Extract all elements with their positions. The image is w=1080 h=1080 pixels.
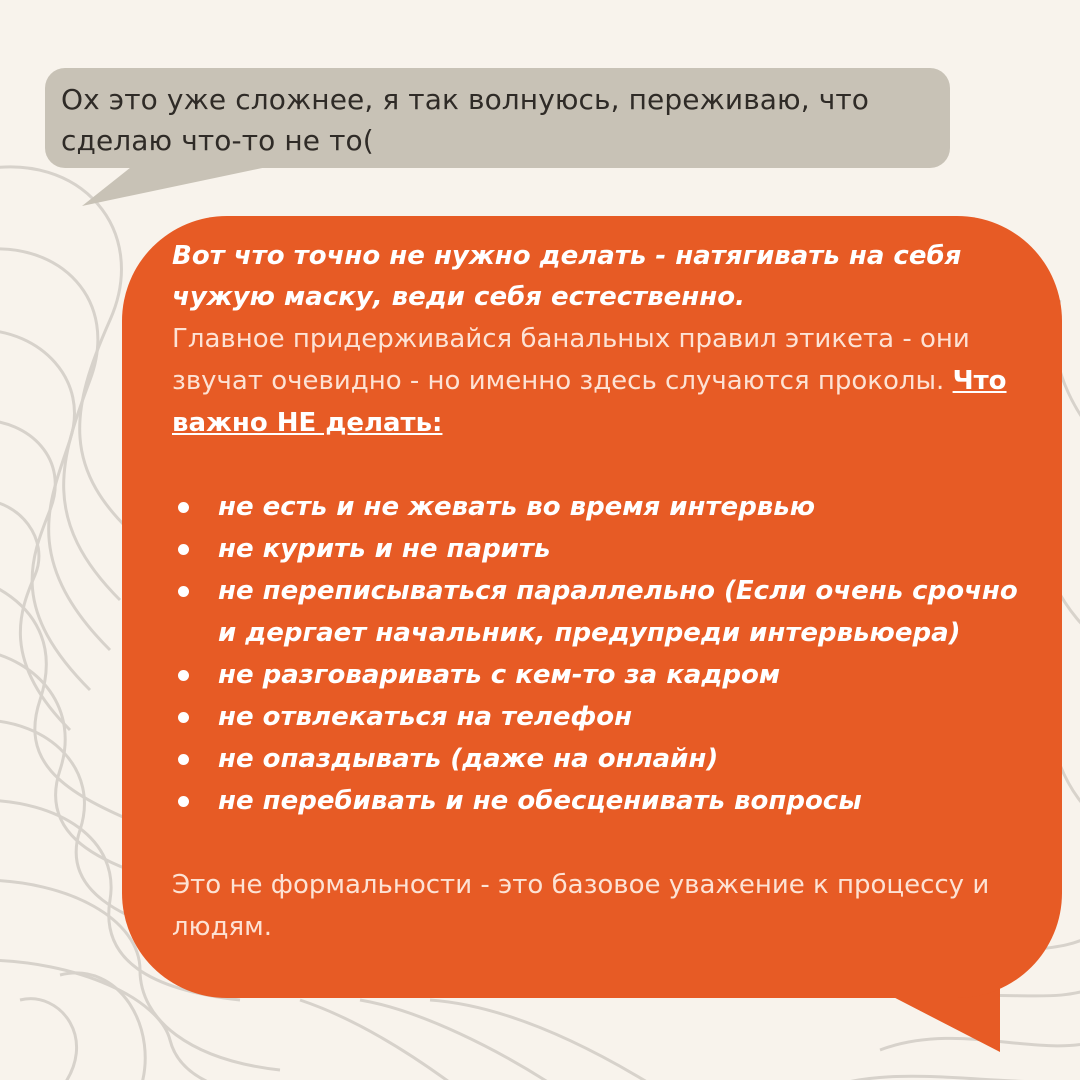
list-item: не отвлекаться на телефон	[172, 696, 1022, 738]
bullet-icon	[178, 754, 189, 765]
bullet-icon	[178, 670, 189, 681]
question-text: Ох это уже сложнее, я так волнуюсь, переживаю, что сделаю что-то не то(	[61, 83, 870, 157]
answer-intro-paragraph	[172, 318, 1022, 444]
answer-lead: Вот что точно не нужно делать - натягивать на себя чужую маску, веди себя естественно.	[172, 241, 962, 312]
list-heading: Что важно НЕ делать:	[172, 366, 1007, 438]
answer-bubble	[122, 216, 1062, 998]
list-item: не переписываться параллельно (Если очень срочно и дергает начальник, предупреди интервьюера)	[172, 570, 1022, 654]
list-item: не перебивать и не обесценивать вопросы	[172, 780, 1022, 822]
bullet-icon	[178, 796, 189, 807]
bullet-icon	[178, 502, 189, 513]
list-item: не курить и не парить	[172, 528, 1022, 570]
list-item: не есть и не жевать во время интервью	[172, 486, 1022, 528]
bullet-icon	[178, 586, 189, 597]
rules-list	[172, 486, 1022, 822]
bullet-icon	[178, 712, 189, 723]
list-item: не опаздывать (даже на онлайн)	[172, 738, 1022, 780]
answer-closing: Это не формальности - это базовое уважение к процессу и людям.	[172, 870, 990, 942]
bullet-icon	[178, 544, 189, 555]
list-item: не разговаривать с кем-то за кадром	[172, 654, 1022, 696]
answer-intro: Главное придерживайся банальных правил этикета - они звучат очевидно - но именно здесь случаются проколы.	[172, 324, 970, 396]
